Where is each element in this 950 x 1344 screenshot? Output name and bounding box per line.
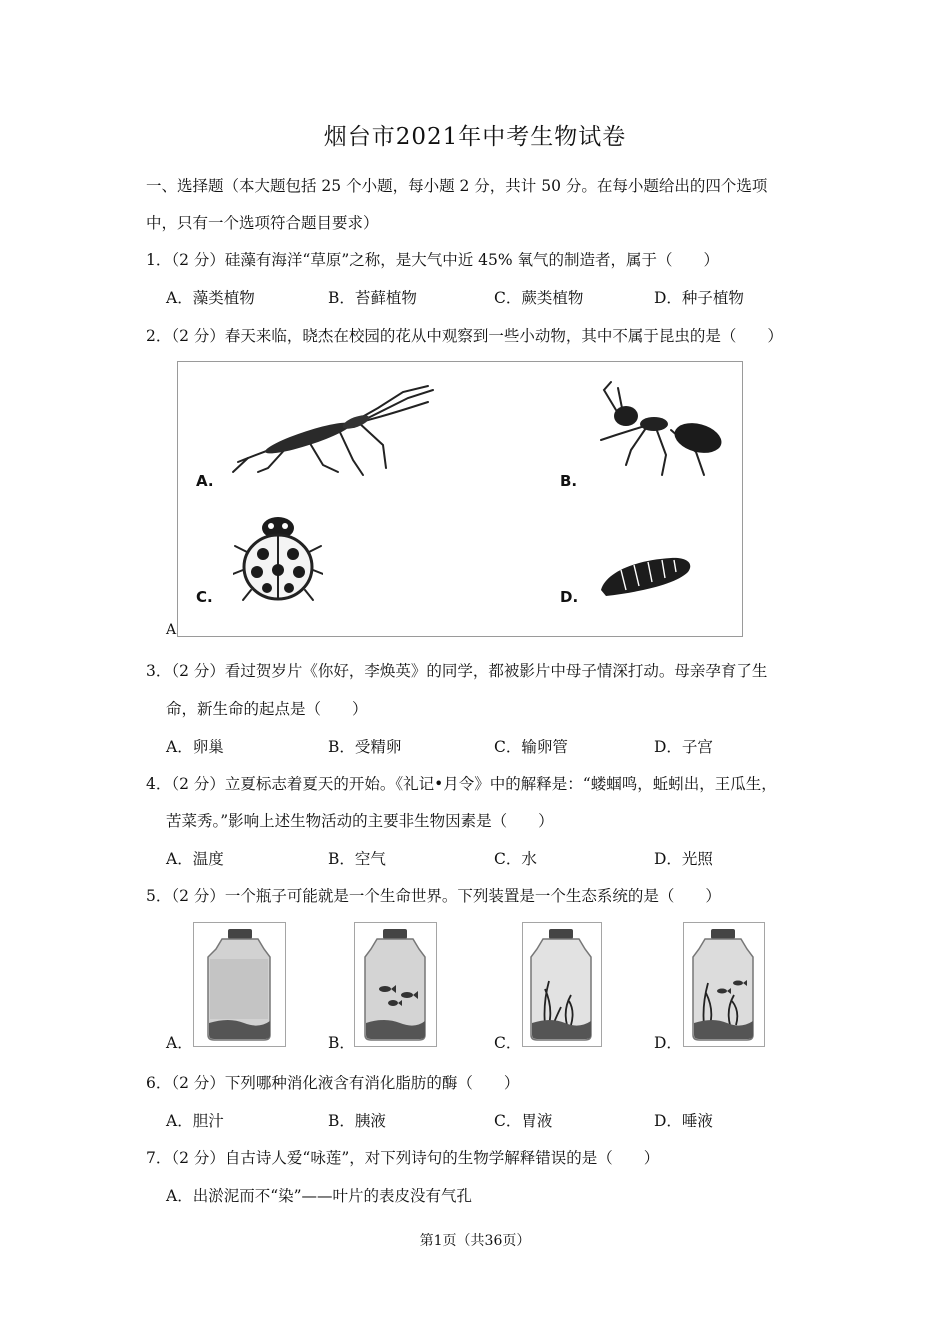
q3-option-d: D．子宫 <box>654 738 713 756</box>
q1-option-c: C．蕨类植物 <box>494 289 584 307</box>
insect-figure <box>177 361 743 637</box>
question-5-stem: 5．（2 分）一个瓶子可能就是一个生命世界。下列装置是一个生态系统的是（ ） <box>146 887 721 905</box>
question-4-stem-line2: 苦菜秀。”影响上述生物活动的主要非生物因素是（ ） <box>166 812 554 830</box>
question-3-stem-line2: 命，新生命的起点是（ ） <box>166 700 368 718</box>
q3-option-b: B．受精卵 <box>328 738 402 756</box>
jar-b-image <box>354 922 437 1047</box>
q3-option-a: A．卵巢 <box>166 738 224 756</box>
section-header-line1: 一、选择题（本大题包括 25 个小题，每小题 2 分，共计 50 分。在每小题给出的四个选项 <box>146 177 768 195</box>
page-footer: 第1页（共36页） <box>419 1233 531 1249</box>
jar-d-image <box>683 922 765 1047</box>
q6-option-b: B．胰液 <box>328 1112 386 1130</box>
q5-option-c: C． <box>494 1034 522 1052</box>
q4-option-c: C．水 <box>494 850 537 868</box>
question-3-stem-line1: 3．（2 分）看过贺岁片《你好，李焕英》的同学，都被影片中母子情深打动。母亲孕育了生 <box>146 662 768 680</box>
jar-c-image <box>522 922 602 1047</box>
q5-option-d: D． <box>654 1034 682 1052</box>
q6-option-a: A．胆汁 <box>166 1112 224 1130</box>
q2-answer-choice: A <box>166 622 177 638</box>
q4-option-d: D．光照 <box>654 850 713 868</box>
question-1-stem: 1．（2 分）硅藻有海洋“草原”之称，是大气中近 45% 氧气的制造者，属于（ ） <box>146 251 720 269</box>
q3-option-c: C．输卵管 <box>494 738 568 756</box>
q5-option-b: B． <box>328 1034 355 1052</box>
ladybug-image <box>233 512 323 604</box>
figure-label-c: C. <box>196 588 213 606</box>
q1-option-d: D．种子植物 <box>654 289 744 307</box>
page-title: 烟台市2021年中考生物试卷 <box>323 124 627 150</box>
q4-option-a: A．温度 <box>166 850 224 868</box>
q7-option-a: A．出淤泥而不“染”——叶片的表皮没有气孔 <box>166 1187 473 1205</box>
ant-image <box>596 380 736 480</box>
figure-label-b: B. <box>560 472 578 490</box>
jar-a-image <box>193 922 286 1047</box>
question-6-stem: 6．（2 分）下列哪种消化液含有消化脂肪的酶（ ） <box>146 1074 520 1092</box>
q1-option-a: A．藻类植物 <box>166 289 255 307</box>
question-4-stem-line1: 4．（2 分）立夏标志着夏天的开始。《礼记•月令》中的解释是：“蝼蝈鸣，蚯蚓出，王瓜生， <box>146 775 777 793</box>
section-header-line2: 中，只有一个选项符合题目要求） <box>146 214 379 232</box>
question-2-stem: 2．（2 分）春天来临，晓杰在校园的花从中观察到一些小动物，其中不属于昆虫的是（ ） <box>146 327 783 345</box>
q5-option-a: A． <box>166 1034 193 1052</box>
assassin-bug-image <box>228 380 438 480</box>
figure-label-d: D. <box>560 588 579 606</box>
larva-image <box>596 552 696 602</box>
q4-option-b: B．空气 <box>328 850 386 868</box>
q6-option-c: C．胃液 <box>494 1112 553 1130</box>
question-7-stem: 7．（2 分）自古诗人爱“咏莲”，对下列诗句的生物学解释错误的是（ ） <box>146 1149 660 1167</box>
q6-option-d: D．唾液 <box>654 1112 713 1130</box>
q1-option-b: B．苔藓植物 <box>328 289 417 307</box>
figure-label-a: A. <box>196 472 214 490</box>
